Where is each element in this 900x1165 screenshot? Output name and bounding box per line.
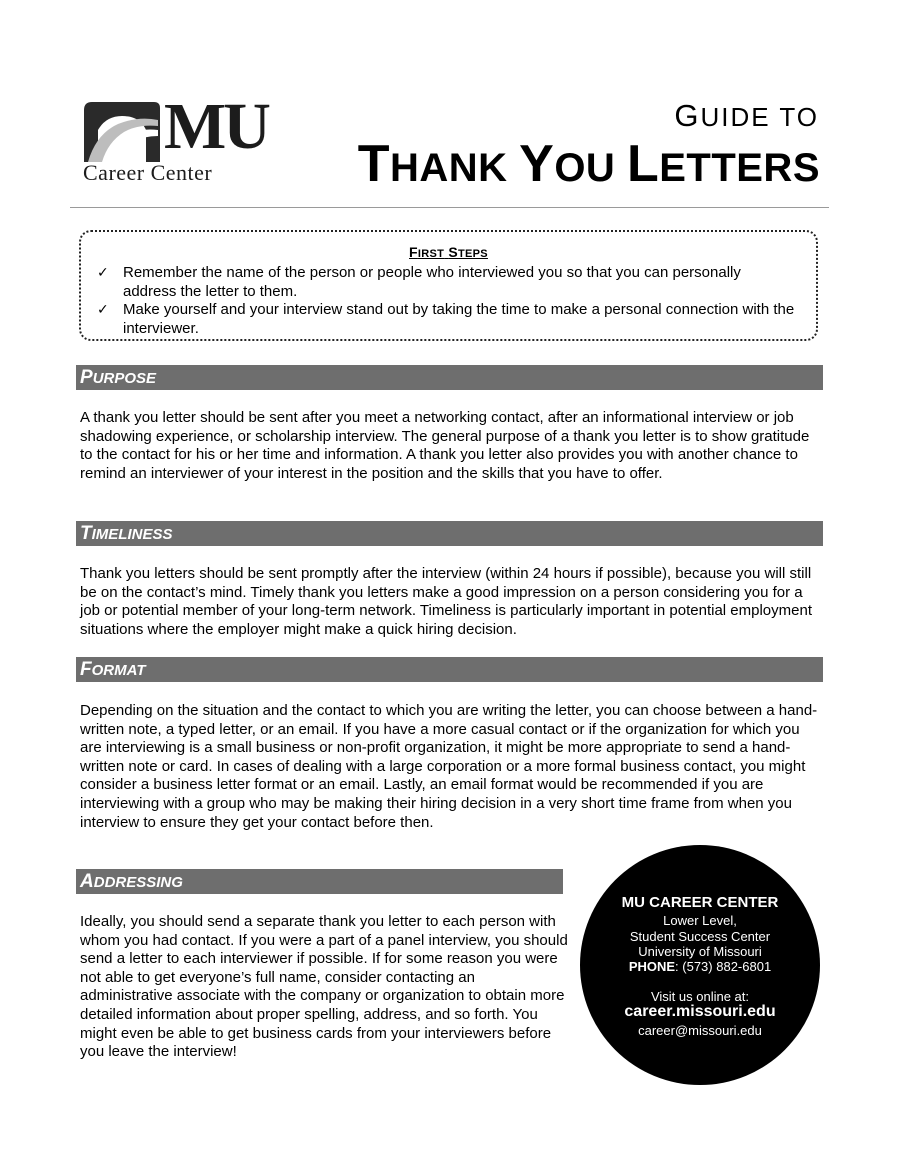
contact-title: MU CAREER CENTER [621, 894, 779, 911]
checkmark-icon: ✓ [97, 265, 109, 281]
first-steps-list [97, 264, 796, 338]
first-steps-box [79, 230, 818, 341]
header-divider [70, 207, 829, 208]
contact-address-line: University of Missouri [638, 944, 762, 959]
section-heading-purpose: PURPOSE [76, 365, 823, 390]
timeliness-paragraph: Thank you letters should be sent promptly after the interview (within 24 hours if possible), because you will still be on the contact’s mind. Timely thank you letters make a good impression on a person considering you for a job or potential member of your long-term network. Timeliness is particularly important in potential employment situations where the employer might make a quick hiring decision. [80, 565, 812, 638]
list-item: ✓ Make yourself and your interview stand out by taking the time to make a personal connection with the interviewer. [97, 301, 795, 337]
purpose-paragraph: A thank you letter should be sent after you meet a networking contact, after an informational interview or job shadowing experience, or scholarship interview. The general purpose of a thank you letter is to show gratitude to the contact for his or her time and information. A thank you letter also provides you with another chance to remind an interviewer of your interest in the position and the skills that you have to offer. [80, 409, 810, 482]
section-heading-addressing: ADDRESSING [76, 869, 563, 894]
list-item: ✓ Remember the name of the person or people who interviewed you so that you can personally address the letter to them. [97, 264, 741, 300]
addressing-paragraph: Ideally, you should send a separate thank you letter to each person with whom you had contact. If you were a part of a panel interview, you should send a letter to each interviewer if possible. If for some reason you were not able to get everyone’s full name, consider contacting an administrative associate with the company or organization to obtain more detailed information about proper spelling, address, and so forth. You might even be able to get business cards from your interviewers before you leave the interview! [80, 913, 568, 1061]
contact-visit-text: Visit us online at: [650, 989, 750, 1004]
contact-address-line: Lower Level, [663, 913, 737, 928]
format-paragraph: Depending on the situation and the contact to which you are writing the letter, you can choose between a hand-written note, a typed letter, or an email. If you have a more casual contact or if the organization for which you are interviewing is a small business or non-profit organization, it might be more appropriate to send a hand-written note or card. In cases of dealing with a large corporation or a more formal business contact, you might consider a business letter format or an email. Lastly, an email format would be recommended if you are interviewing with a group who may be making their hiring decision in a very short time frame from when you interview to ensure they get your contact before then. [80, 702, 818, 831]
website-link[interactable]: career.missouri.edu [624, 1003, 776, 1020]
page-title: THANK YOU LETTERS [357, 135, 820, 193]
first-steps-title: FIRST STEPS [409, 244, 488, 260]
section-heading-format: FORMAT [76, 657, 823, 682]
email-link[interactable]: career@missouri.edu [638, 1023, 762, 1038]
logo-mu-text: MU [164, 90, 268, 163]
section-heading-timeliness: TIMELINESS [76, 521, 823, 546]
contact-phone: PHONE: (573) 882-6801 [628, 959, 772, 974]
mu-arch-logo-icon [82, 100, 162, 162]
checkmark-icon: ✓ [97, 302, 109, 318]
logo-career-center-text: Career Center [83, 160, 213, 185]
title-guide-to: GUIDE TO [674, 98, 819, 133]
mu-career-center-logo [82, 90, 282, 190]
contact-info-circle [580, 845, 820, 1085]
contact-address-line: Student Success Center [629, 929, 771, 944]
